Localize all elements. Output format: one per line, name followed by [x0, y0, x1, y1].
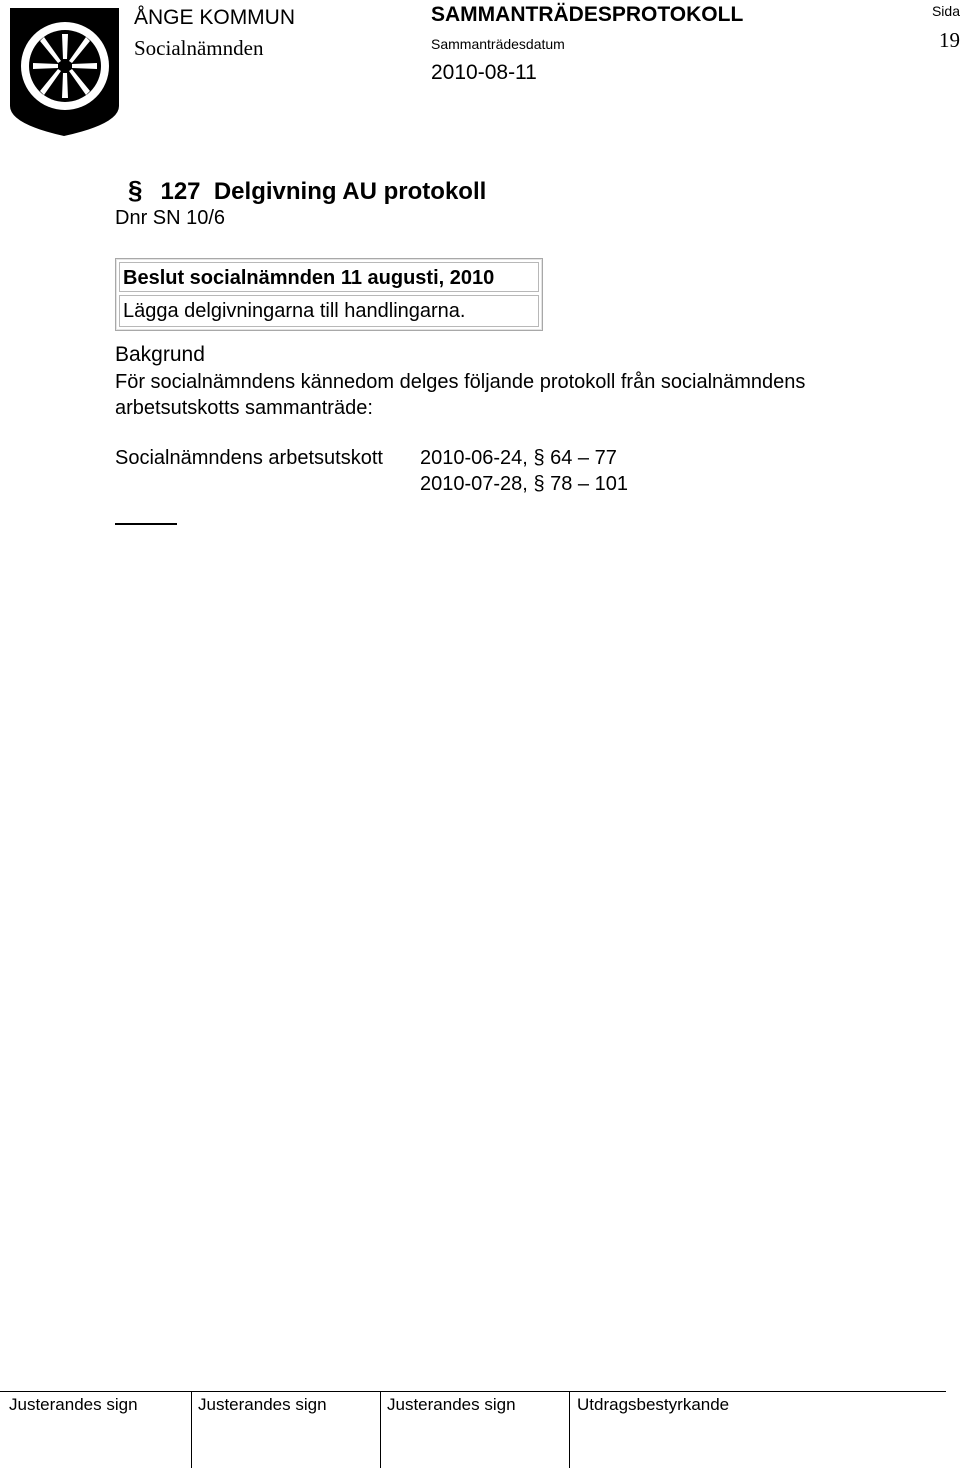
background-text: För socialnämndens kännedom delges följande protokoll från socialnämndens arbetsutskotts sammanträde: — [115, 371, 806, 419]
section-symbol: § — [533, 473, 545, 495]
footer-signature-cell: Justerandes sign — [191, 1392, 380, 1468]
committee-label: Socialnämndens arbetsutskott — [115, 447, 383, 469]
protocol-entry — [420, 447, 617, 470]
end-rule — [115, 523, 177, 525]
page-number: 19 — [939, 28, 960, 52]
footer-signature-cell: Justerandes sign — [380, 1392, 569, 1468]
protocol-range: 78 – 101 — [550, 473, 628, 495]
page-label: Sida — [931, 3, 960, 19]
meeting-date-label: Sammanträdesdatum — [431, 36, 565, 52]
decision-text: Lägga delgivningarna till handlingarna. — [119, 295, 539, 327]
decision-title: Beslut socialnämnden 11 augusti, 2010 — [119, 262, 539, 292]
document-type: SAMMANTRÄDESPROTOKOLL — [431, 3, 744, 26]
meeting-date: 2010-08-11 — [431, 61, 537, 84]
registration-number: Dnr SN 10/6 — [115, 207, 226, 229]
protocol-entry — [420, 473, 628, 496]
committee-name: Socialnämnden — [134, 36, 264, 60]
decision-box — [115, 258, 543, 331]
municipal-coat-of-arms-wheel-icon — [8, 6, 121, 138]
section-heading — [128, 175, 486, 206]
section-title: 127 Delgivning AU protokoll — [160, 178, 487, 205]
background-heading: Bakgrund — [115, 343, 205, 366]
section-symbol: § — [128, 175, 143, 205]
municipality-name: ÅNGE KOMMUN — [134, 6, 296, 29]
footer-signature-cell: Justerandes sign — [9, 1395, 138, 1414]
section-symbol: § — [533, 447, 545, 469]
protocol-range: 64 – 77 — [550, 447, 617, 469]
protocol-date: 2010-06-24, — [420, 447, 528, 469]
footer-certification-cell: Utdragsbestyrkande — [569, 1392, 946, 1468]
protocol-date: 2010-07-28, — [420, 473, 528, 495]
